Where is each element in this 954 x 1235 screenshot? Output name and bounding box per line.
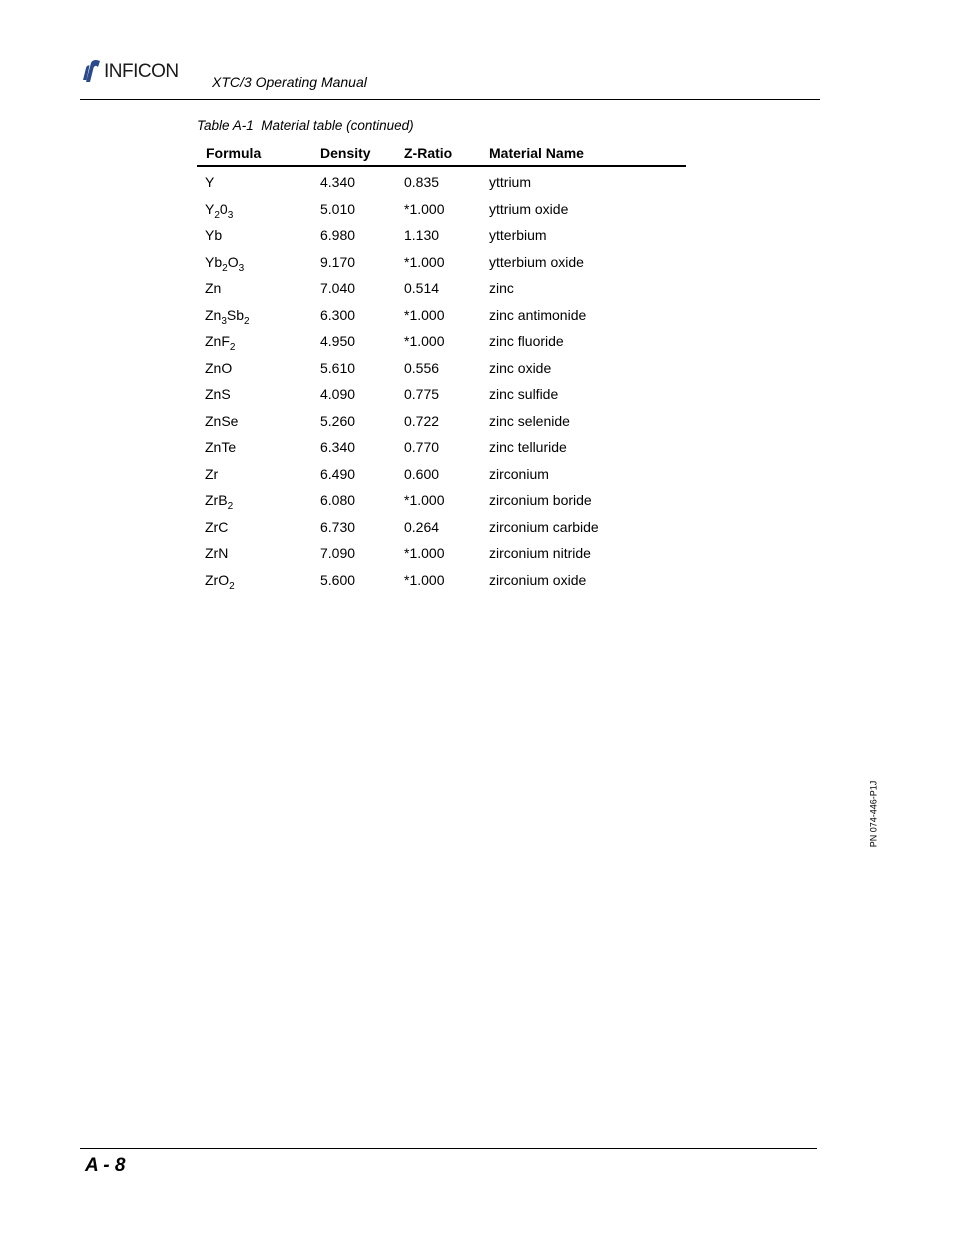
- cell-material-name: zinc telluride: [489, 439, 567, 456]
- table-row: [197, 302, 686, 329]
- cell-z-ratio: *1.000: [404, 545, 445, 562]
- table-row: [197, 514, 686, 541]
- table-row: [197, 487, 686, 514]
- table-row: [197, 540, 686, 567]
- cell-material-name: zinc sulfide: [489, 386, 559, 403]
- cell-z-ratio: *1.000: [404, 200, 445, 217]
- cell-formula: Yb: [205, 227, 223, 244]
- page-number: A - 8: [85, 1155, 126, 1176]
- cell-z-ratio: *1.000: [404, 333, 445, 350]
- cell-formula: ZnTe: [205, 439, 237, 456]
- table-body: [197, 166, 686, 593]
- table-row: [197, 222, 686, 249]
- cell-density: 6.490: [320, 465, 356, 482]
- footer-rule: [80, 1148, 817, 1149]
- cell-formula: ZrB$_2$: [205, 492, 234, 513]
- cell-material-name: yttrium oxide: [489, 200, 569, 217]
- cell-formula: $Yb_2O_3$: [205, 253, 245, 274]
- cell-density: 4.340: [320, 174, 356, 191]
- logo-text: INFICON: [104, 60, 179, 82]
- cell-formula: ZnO: [205, 359, 233, 376]
- cell-formula: ZnS: [205, 386, 231, 403]
- cell-material-name: zirconium nitride: [489, 545, 591, 562]
- cell-z-ratio: 0.770: [404, 439, 440, 456]
- table-row: [197, 196, 686, 223]
- cell-formula: ZrO$_2$: [205, 571, 235, 592]
- table-row: [197, 166, 686, 196]
- inficon-logo-icon: [82, 59, 102, 83]
- cell-z-ratio: *1.000: [404, 253, 445, 270]
- cell-formula: Zr: [205, 465, 219, 482]
- cell-density: 5.010: [320, 200, 356, 217]
- cell-material-name: ytterbium: [489, 227, 547, 244]
- cell-formula: ZrN: [205, 545, 229, 562]
- cell-density: 4.950: [320, 333, 356, 350]
- cell-formula: ZnF$_2$: [205, 333, 236, 354]
- cell-z-ratio: *1.000: [404, 306, 445, 323]
- cell-z-ratio: 0.835: [404, 174, 440, 191]
- cell-material-name: zinc selenide: [489, 412, 570, 429]
- header-rule: [80, 99, 820, 100]
- table-row: [197, 434, 686, 461]
- manual-title: XTC/3 Operating Manual: [212, 74, 367, 90]
- material-table: [197, 140, 686, 593]
- cell-material-name: ytterbium oxide: [489, 253, 584, 270]
- cell-material-name: zinc oxide: [489, 359, 552, 376]
- cell-z-ratio: *1.000: [404, 571, 445, 588]
- cell-z-ratio: 0.514: [404, 280, 440, 297]
- cell-formula: ZnSe: [205, 412, 239, 429]
- table-row: [197, 328, 686, 355]
- cell-density: 7.040: [320, 280, 356, 297]
- cell-formula: $Y_20_3$: [205, 200, 234, 221]
- cell-formula: Y: [205, 174, 215, 191]
- cell-density: 6.080: [320, 492, 356, 509]
- cell-density: 6.730: [320, 518, 356, 535]
- cell-z-ratio: *1.000: [404, 492, 445, 509]
- table-row: [197, 408, 686, 435]
- cell-material-name: zirconium: [489, 465, 549, 482]
- table-caption: Table A-1 Material table (continued): [197, 118, 414, 133]
- cell-density: 5.260: [320, 412, 356, 429]
- table-row: [197, 275, 686, 302]
- table-row: [197, 381, 686, 408]
- cell-z-ratio: 0.775: [404, 386, 440, 403]
- inficon-logo: [82, 58, 179, 84]
- column-header-z-ratio: Z-Ratio: [404, 140, 489, 166]
- table-row: [197, 249, 686, 276]
- cell-density: 4.090: [320, 386, 356, 403]
- cell-formula: Zn: [205, 280, 222, 297]
- cell-density: 5.600: [320, 571, 356, 588]
- table-row: [197, 355, 686, 382]
- cell-material-name: zinc: [489, 280, 514, 297]
- cell-density: 9.170: [320, 253, 356, 270]
- cell-material-name: zirconium boride: [489, 492, 592, 509]
- cell-material-name: zinc antimonide: [489, 306, 587, 323]
- cell-formula: $Zn_3Sb_2$: [205, 306, 250, 327]
- cell-density: 6.980: [320, 227, 356, 244]
- part-number: PN 074-446-P1J: [868, 780, 879, 848]
- cell-density: 5.610: [320, 359, 356, 376]
- cell-z-ratio: 0.264: [404, 518, 440, 535]
- cell-density: 7.090: [320, 545, 356, 562]
- column-header-material-name: Material Name: [489, 140, 686, 166]
- cell-material-name: zinc fluoride: [489, 333, 564, 350]
- table-row: [197, 567, 686, 594]
- cell-material-name: zirconium oxide: [489, 571, 587, 588]
- table-header-row: [197, 140, 686, 166]
- column-header-density: Density: [320, 140, 404, 166]
- column-header-formula: Formula: [197, 140, 320, 166]
- cell-density: 6.340: [320, 439, 356, 456]
- cell-formula: ZrC: [205, 518, 229, 535]
- table-row: [197, 461, 686, 488]
- cell-z-ratio: 0.722: [404, 412, 440, 429]
- cell-material-name: zirconium carbide: [489, 518, 599, 535]
- cell-z-ratio: 1.130: [404, 227, 440, 244]
- cell-density: 6.300: [320, 306, 356, 323]
- cell-material-name: yttrium: [489, 174, 531, 191]
- cell-z-ratio: 0.556: [404, 359, 440, 376]
- cell-z-ratio: 0.600: [404, 465, 440, 482]
